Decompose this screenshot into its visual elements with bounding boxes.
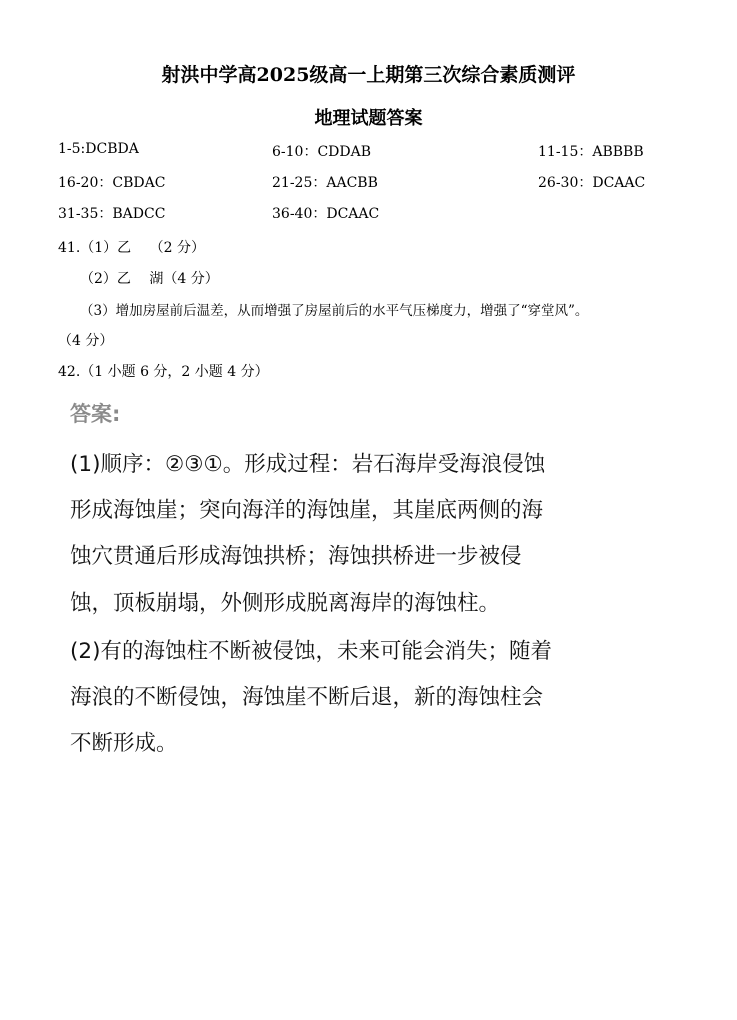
answer-range-36-40: 36-40：DCAAC: [272, 206, 380, 222]
answer-range-11-15: 11-15：ABBBB: [538, 144, 644, 160]
answer-line: 不断形成。: [70, 731, 178, 756]
answer-line: 蚀，顶板崩塌，外侧形成脱离海岸的海蚀柱。: [70, 591, 501, 616]
answer-line: (2)有的海蚀柱不断被侵蚀，未来可能会消失；随着: [70, 639, 552, 664]
q42-answer-image: [58, 392, 678, 772]
answer-range-6-10: 6-10：CDDAB: [272, 144, 372, 160]
q42-heading: 42.（1 小题 6 分，2 小题 4 分）: [58, 364, 269, 380]
page-title: 射洪中学高2025级高一上期第三次综合素质测评: [161, 64, 576, 86]
answer-line: 海浪的不断侵蚀，海蚀崖不断后退，新的海蚀柱会: [70, 685, 544, 710]
answer-label: 答案:: [70, 402, 121, 426]
choice-answers-row: [0, 141, 737, 161]
answer-range-21-25: 21-25：AACBB: [272, 175, 378, 191]
answer-range-1-5: 1-5:DCBDA: [58, 141, 139, 157]
q41-part2: （2）乙 湖（4 分）: [80, 271, 219, 287]
q41-part3-score: （4 分）: [58, 333, 114, 349]
answer-line: 蚀穴贯通后形成海蚀拱桥；海蚀拱桥进一步被侵: [70, 544, 522, 569]
answer-range-16-20: 16-20：CBDAC: [58, 175, 166, 191]
choice-answers-row: [0, 172, 737, 192]
q41-part3: （3）增加房屋前后温差，从而增强了房屋前后的水平气压梯度力，增强了“穿堂风”。: [80, 303, 589, 319]
answer-range-26-30: 26-30：DCAAC: [538, 175, 646, 191]
answer-line: (1)顺序：②③①。形成过程：岩石海岸受海浪侵蚀: [70, 452, 546, 477]
answer-line: 形成海蚀崖；突向海洋的海蚀崖，其崖底两侧的海: [70, 498, 544, 523]
q41-part1: 41.（1）乙 （2 分）: [58, 240, 205, 256]
choice-answers-row: [0, 203, 737, 223]
answer-range-31-35: 31-35：BADCC: [58, 206, 166, 222]
page-subtitle: 地理试题答案: [314, 108, 423, 129]
